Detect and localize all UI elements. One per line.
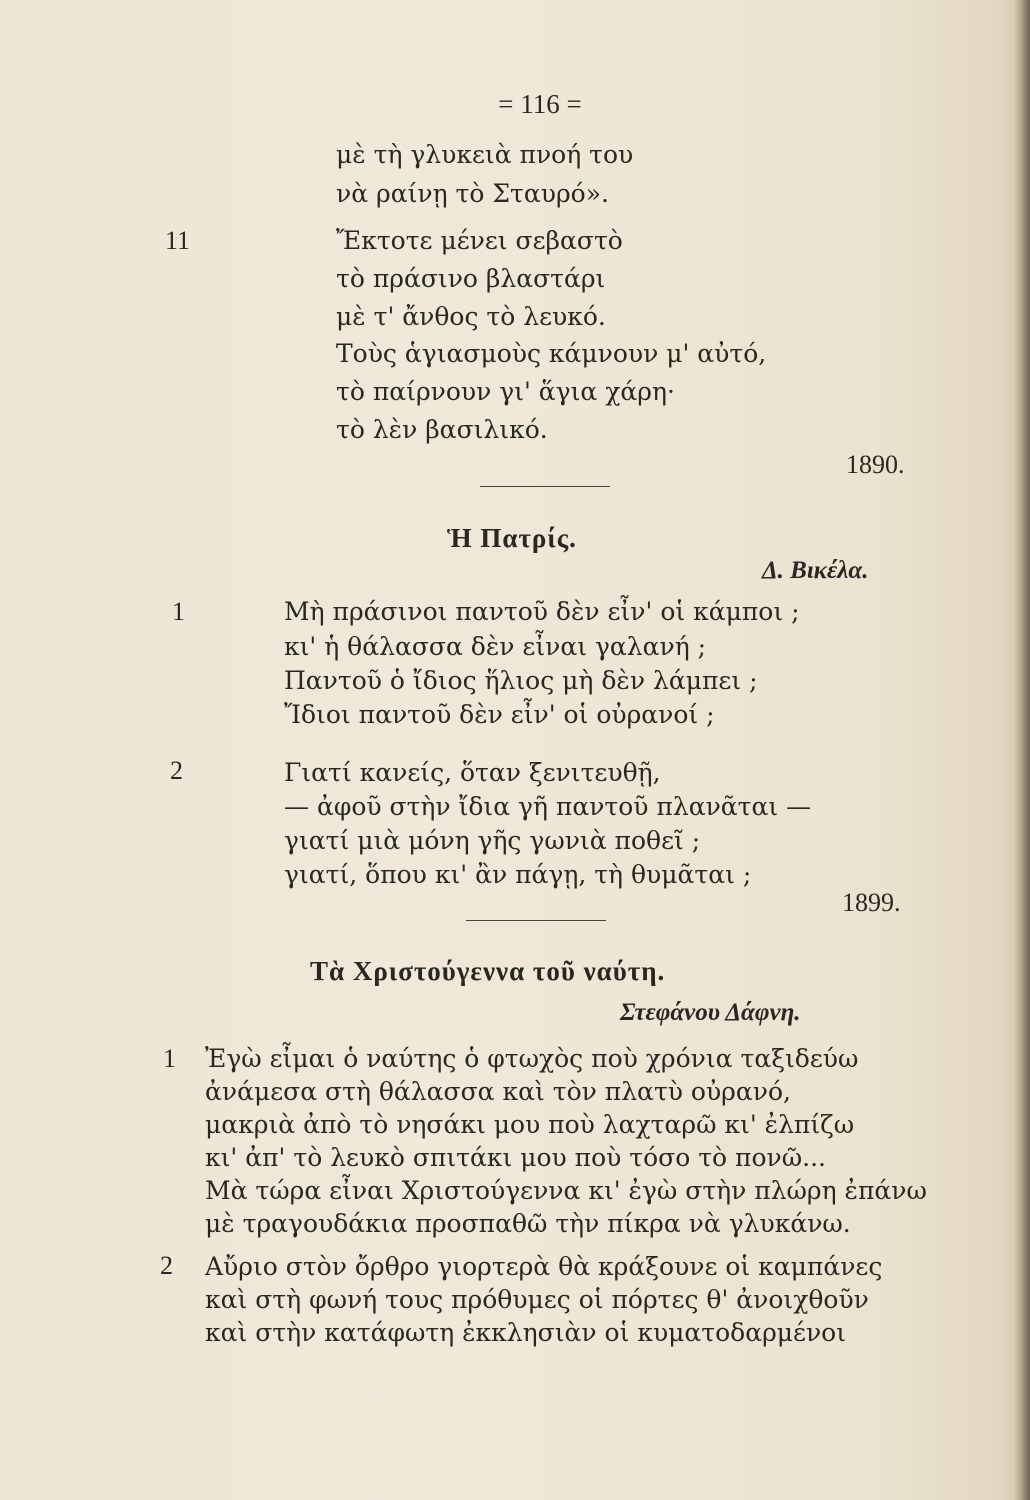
verse-line: γιατί μιὰ μόνη γῆς γωνιὰ ποθεῖ ;: [284, 826, 701, 855]
verse-line: μὲ τ' ἄνθος τὸ λευκό.: [336, 302, 606, 331]
page-edge: [1014, 0, 1030, 1500]
verse-line: κι' ἀπ' τὸ λευκὸ σπιτάκι μου ποὺ τόσο τὸ πονῶ...: [205, 1143, 826, 1172]
verse-line: μακριὰ ἀπὸ τὸ νησάκι μου ποὺ λαχταρῶ κι' ἐλπίζω: [205, 1110, 855, 1139]
section-divider: [480, 486, 610, 487]
verse-line: μὲ τὴ γλυκειὰ πνοή του: [336, 140, 634, 169]
verse-line: καὶ στὴν κατάφωτη ἐκκλησιὰν οἱ κυματοδαρμένοι: [205, 1318, 847, 1347]
poem-title: Ἡ Πατρίς.: [447, 523, 577, 553]
verse-line: Παντοῦ ὁ ἴδιος ἥλιος μὴ δὲν λάμπει ;: [284, 666, 758, 695]
verse-line: Αὔριο στὸν ὄρθρο γιορτερὰ θὰ κράξουνε οἱ καμπάνες: [205, 1252, 883, 1281]
verse-line: Ἐγὼ εἶμαι ὁ ναύτης ὁ φτωχὸς ποὺ χρόνια ταξιδεύω: [205, 1044, 859, 1073]
verse-line: Μὰ τώρα εἶναι Χριστούγεννα κι' ἐγὼ στὴν πλώρη ἐπάνω: [205, 1176, 927, 1205]
stanza-number: 1: [172, 597, 185, 626]
verse-line: ἀνάμεσα στὴ θάλασσα καὶ τὸν πλατὺ οὐρανό,: [205, 1077, 791, 1106]
verse-line: Γιατί κανείς, ὅταν ξενιτευθῇ,: [284, 758, 661, 787]
stanza-number: 2: [160, 1251, 173, 1280]
verse-line: νὰ ραίνῃ τὸ Σταυρό».: [336, 179, 609, 208]
verse-line: Ἔκτοτε μένει σεβαστὸ: [336, 226, 623, 255]
poem-year: 1899.: [842, 888, 901, 917]
verse-line: καὶ στὴ φωνή τους πρόθυμες οἱ πόρτες θ' ἀνοιχθοῦν: [205, 1285, 869, 1314]
verse-line: Τοὺς ἁγιασμοὺς κάμνουν μ' αὐτό,: [336, 339, 767, 368]
poem-author: Στεφάνου Δάφνη.: [620, 999, 801, 1026]
poem-year: 1890.: [846, 450, 905, 479]
verse-number: 11: [165, 226, 191, 255]
section-divider: [466, 920, 606, 921]
verse-line: γιατί, ὅπου κι' ἂν πάγῃ, τὴ θυμᾶται ;: [284, 860, 752, 889]
page-number: = 116 =: [498, 89, 582, 119]
verse-line: μὲ τραγουδάκια προσπαθῶ τὴν πίκρα νὰ γλυκάνω.: [205, 1209, 851, 1238]
stanza-number: 1: [163, 1044, 176, 1073]
stanza-number: 2: [170, 756, 183, 785]
verse-line: Μὴ πράσινοι παντοῦ δὲν εἶν' οἱ κάμποι ;: [284, 597, 800, 626]
verse-line: τὸ πράσινο βλαστάρι: [336, 264, 606, 293]
poem-title: Τὰ Χριστούγεννα τοῦ ναύτη.: [310, 956, 666, 986]
poem-author: Δ. Βικέλα.: [762, 557, 869, 584]
verse-line: — ἀφοῦ στὴν ἴδια γῆ παντοῦ πλανᾶται —: [284, 792, 812, 821]
verse-line: τὸ παίρνουν γι' ἅγια χάρη·: [336, 377, 675, 406]
verse-line: κι' ἡ θάλασσα δὲν εἶναι γαλανή ;: [284, 632, 707, 661]
verse-line: τὸ λὲν βασιλικό.: [336, 415, 548, 444]
verse-line: Ἴδιοι παντοῦ δὲν εἶν' οἱ οὐρανοί ;: [284, 700, 715, 729]
